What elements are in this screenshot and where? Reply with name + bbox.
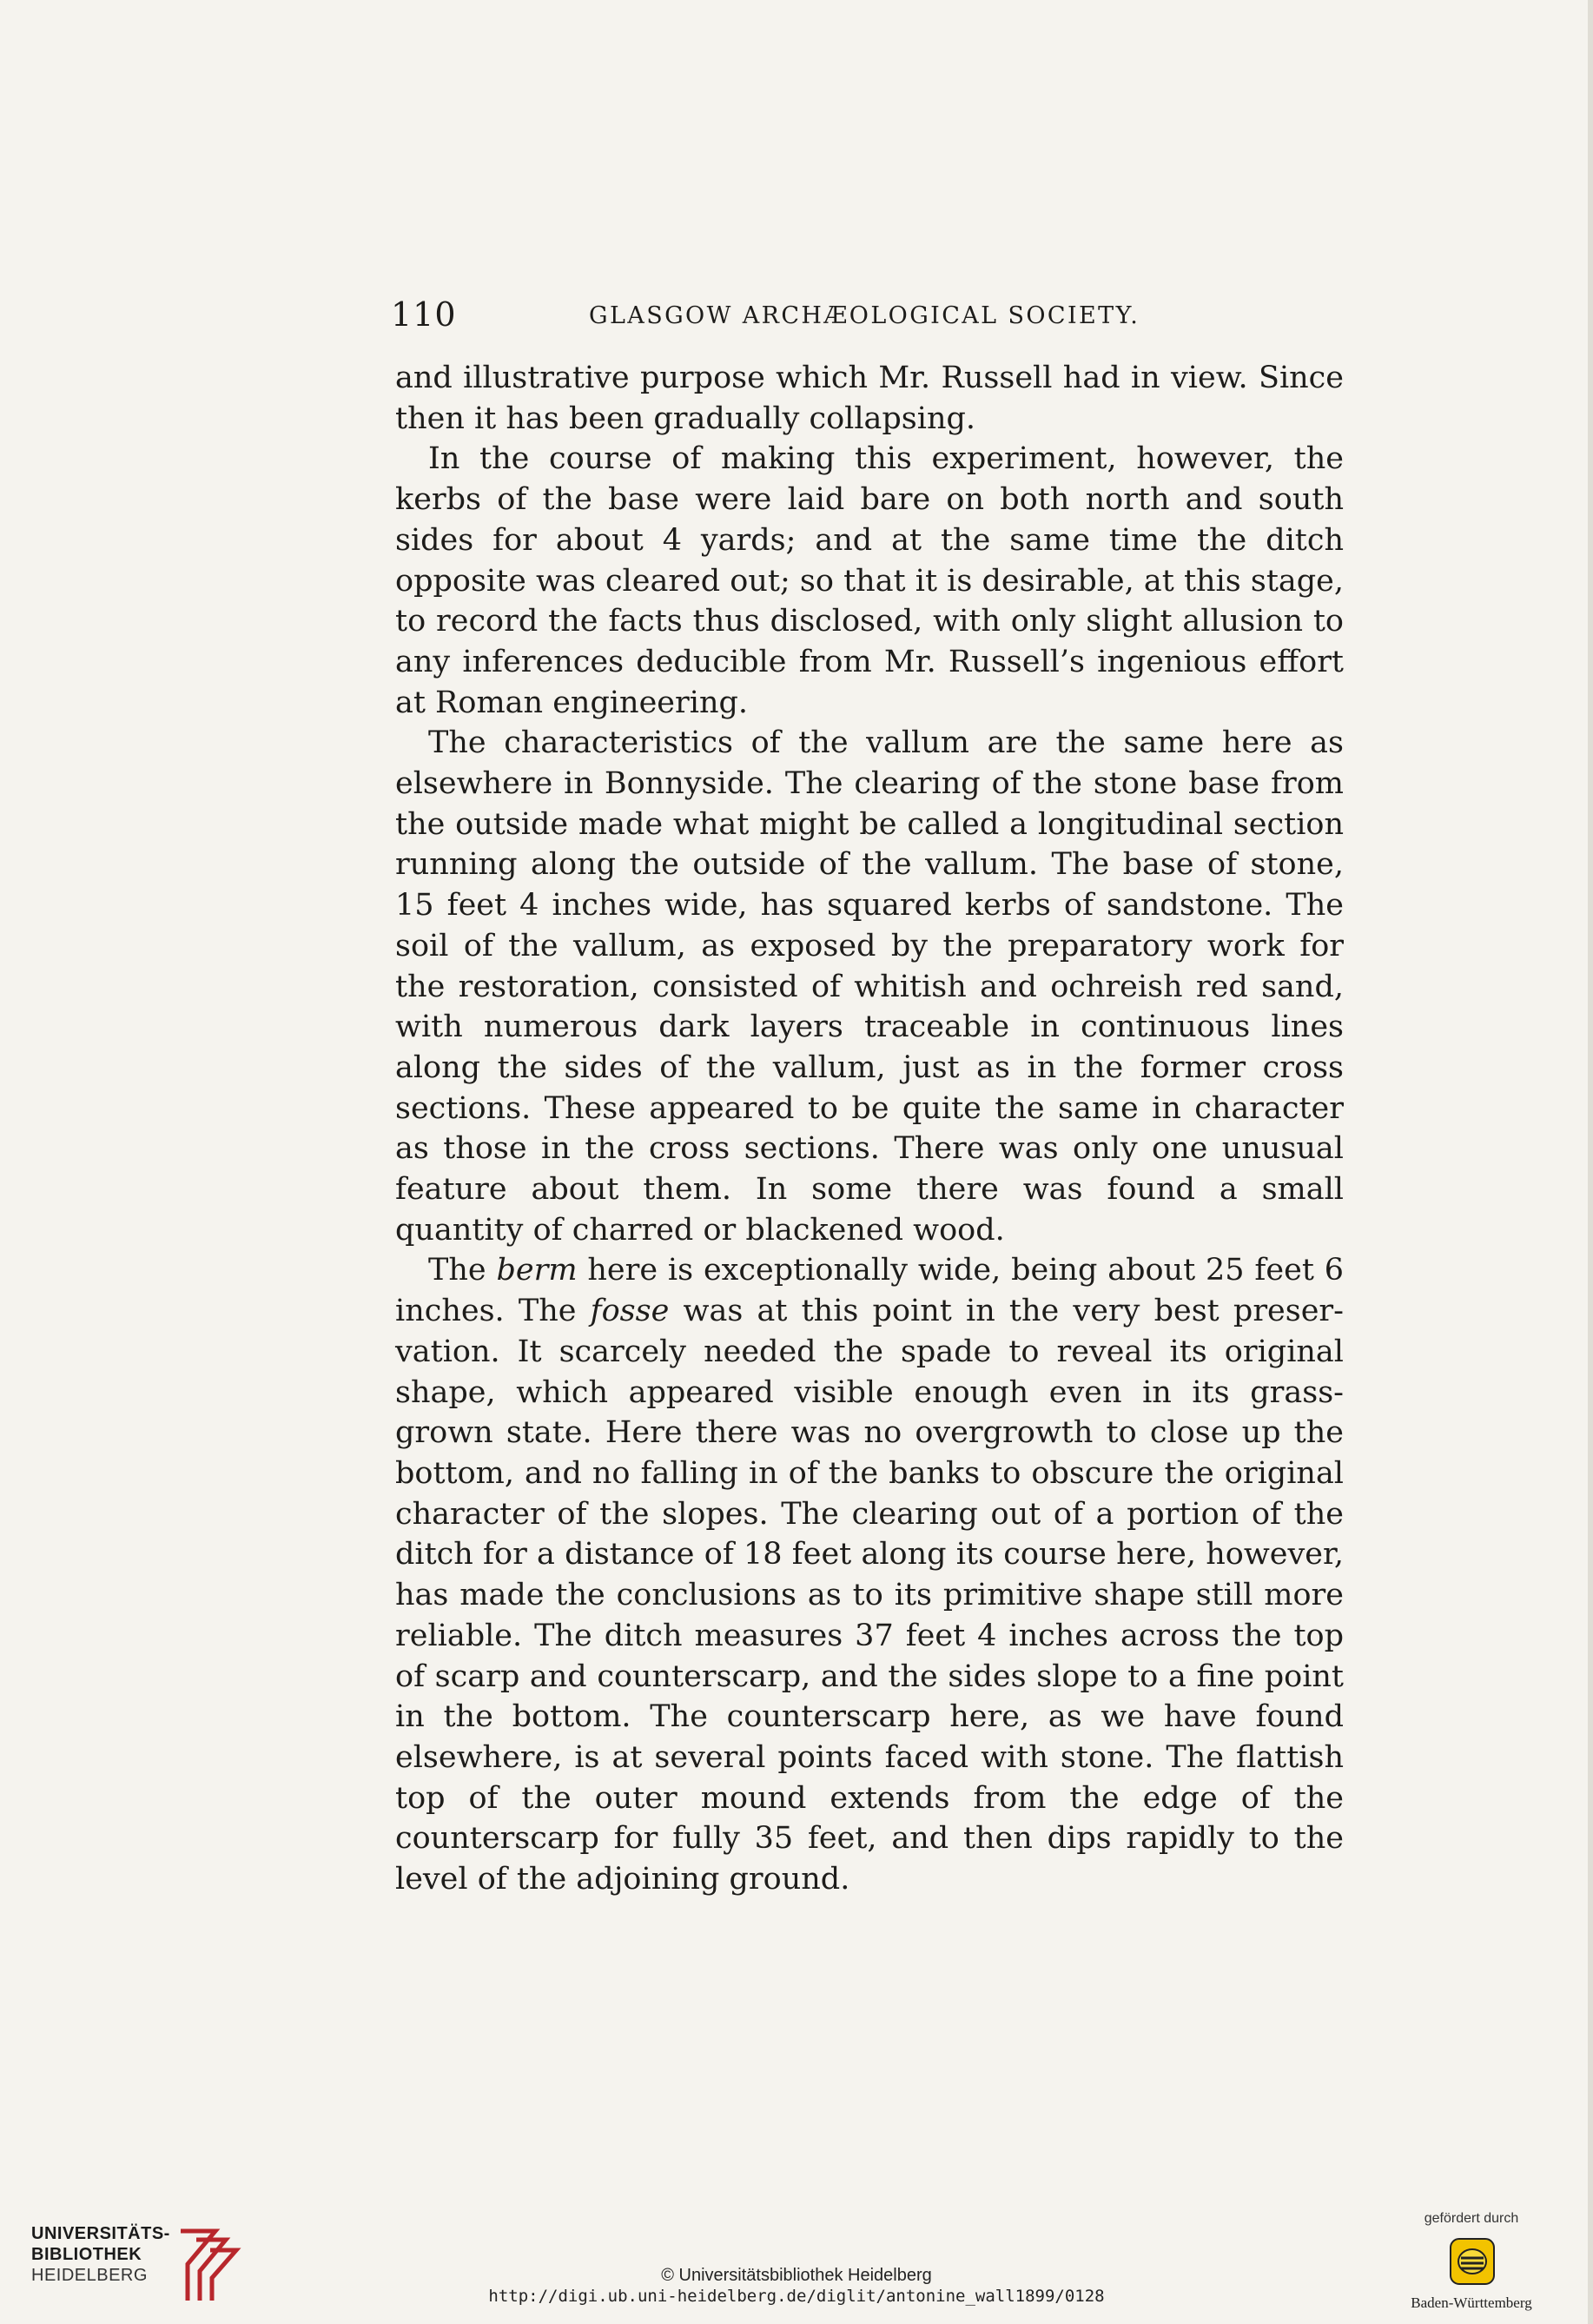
italic-term-fosse: fosse bbox=[590, 1294, 670, 1329]
paragraph-berm-fosse bbox=[395, 1250, 1344, 1899]
page-number: 110 bbox=[391, 295, 457, 334]
journal-title: GLASGOW ARCHÆOLOGICAL SOCIETY. bbox=[589, 302, 1140, 329]
baden-wuerttemberg-emblem-icon bbox=[1449, 2237, 1496, 2286]
text-run: was at this point in the very best preservation. It scarcely needed the spade to reveal its original shape, which appeared visible enough even in its grass-grown state. Here there was no overgrowth to close up the bottom, and no falling in of the banks to obscure the original character of the slopes. The clearing out of a portion of the ditch for a distance of 18 feet along its course here, however, has made the conclusions as to its primitive shape still more reliable. The ditch measures 37 feet 4 inches across the top of scarp and counterscarp, and the sides slope to a fine point in the bottom. The counterscarp here, as we have found elsewhere, is at several points faced with stone. The flattish top of the outer mound extends from the edge of the counterscarp for fully 35 feet, and then dips rapidly to the level of the adjoining ground. bbox=[395, 1294, 1344, 1897]
library-name-line1: UNIVERSITÄTS- bbox=[31, 2224, 170, 2243]
italic-term-berm: berm bbox=[496, 1253, 578, 1288]
digitization-footer bbox=[0, 2207, 1593, 2324]
sponsor-caption: gefördert durch bbox=[1424, 2211, 1519, 2226]
permalink[interactable]: http://digi.ub.uni-heidelberg.de/diglit/antonine_wall1899/0128 bbox=[488, 2287, 1105, 2306]
text-run: The bbox=[428, 1253, 497, 1288]
sponsor-name: Baden-Württemberg bbox=[1411, 2294, 1532, 2311]
text-run: here is exceptionally wide, being about 25 feet 6 inches. The bbox=[395, 1253, 1345, 1329]
sponsor-block bbox=[1385, 2211, 1558, 2320]
library-name-line2: BIBLIOTHEK bbox=[31, 2245, 142, 2264]
running-head bbox=[391, 295, 1372, 339]
library-name-line3: HEIDELBERG bbox=[31, 2266, 148, 2285]
paragraph-continuation: and illustrative purpose which Mr. Russell had in view. Since then it has been gradually collapsing. bbox=[395, 361, 1344, 436]
article-body bbox=[395, 358, 1344, 1900]
paragraph-experiment: In the course of making this experiment, however, the kerbs of the base were laid bare on both north and south sides for about 4 yards; and at the same time the ditch opposite was cleared out; so that it is desirable, at this stage, to record the facts thus disclosed, with only slight allusion to any inferences deducible from Mr. Russell’s ingenious effort at Roman engineering. bbox=[395, 441, 1344, 720]
copyright-notice: © Universitätsbibliothek Heidelberg bbox=[661, 2266, 932, 2285]
paragraph-vallum: The characteristics of the vallum are the same here as elsewhere in Bonnyside. The clearing of the stone base from the outside made what might be called a longitudinal section running along the outside of the vallum. The base of stone, 15 feet 4 inches wide, has squared kerbs of sandstone. The soil of the vallum, as exposed by the preparatory work for the restoration, consisted of whitish and ochreish red sand, with numerous dark layers traceable in continuous lines along the sides of the vallum, just as in the former cross sections. These appeared to be quite the same in character as those in the cross sections. There was only one unusual feature about them. In some there was found a small quantity of charred or blackened wood. bbox=[395, 725, 1344, 1248]
